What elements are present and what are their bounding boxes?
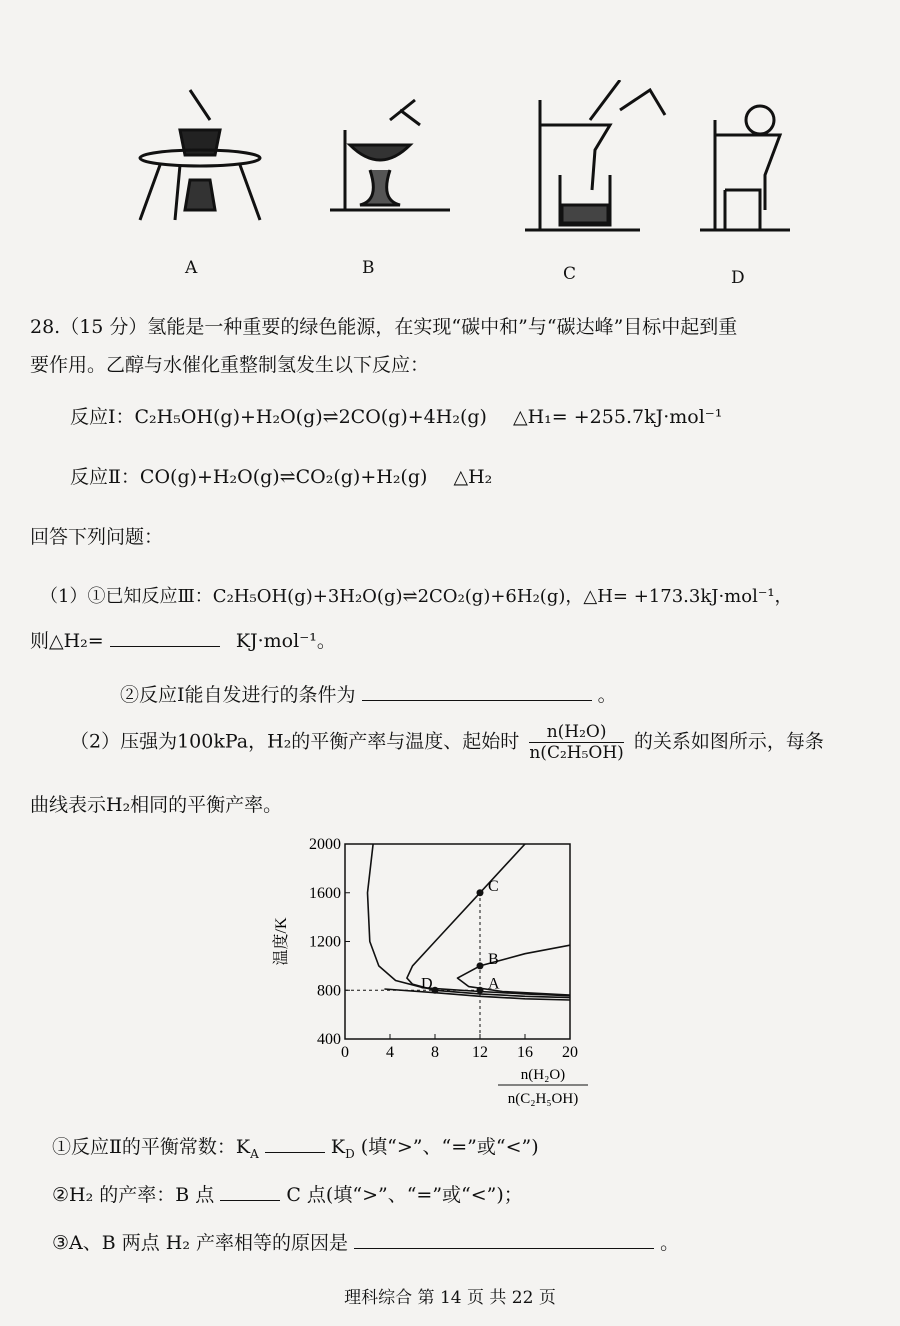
x-tick-label: 4 [386, 1044, 394, 1061]
sub1-hint: (填“>”、“=”或“<”) [360, 1136, 539, 1158]
h2-yield-chart [270, 832, 630, 1112]
apparatus-illustrations [120, 80, 800, 250]
x-tick-label: 12 [472, 1044, 488, 1061]
answer-blank-reason[interactable] [354, 1230, 654, 1249]
reaction-2-enthalpy: △H₂ [453, 466, 493, 488]
y-axis-label: 温度/K [273, 917, 290, 966]
point-label-b: B [488, 950, 499, 968]
x-tick-label: 8 [431, 1044, 439, 1061]
x-axis-label-denominator: n(C₂H₅OH) [507, 1091, 579, 1107]
sub-question-2 [52, 1180, 523, 1207]
question-2-text-end: 的关系如图所示，每条 [633, 730, 824, 753]
sub3-end: 。 [660, 1232, 680, 1254]
y-tick-label: 400 [317, 1031, 341, 1048]
question-2-text: （2）压强为100kPa，H₂的平衡产率与温度、起始时 [70, 730, 520, 753]
reaction-1-equation: 反应Ⅰ：C₂H₅OH(g)+H₂O(g)⇌2CO(g)+4H₂(g) [70, 406, 487, 428]
apparatus-label-d: D [731, 268, 745, 288]
sub-question-1 [52, 1132, 539, 1161]
sub-question-3 [52, 1228, 679, 1255]
y-tick-label: 800 [317, 982, 341, 1000]
series-line-2 [458, 945, 571, 995]
reaction-1-enthalpy: △H₁= +255.7kJ·mol⁻¹ [513, 406, 723, 428]
apparatus-b-icon [330, 100, 450, 210]
prompt-text: 回答下列问题： [30, 526, 164, 548]
reaction-1 [70, 402, 722, 429]
y-tick-label: 1600 [309, 884, 341, 902]
page-footer: 理科综合 第 14 页 共 22 页 [344, 1288, 556, 1308]
answer-blank-dh2[interactable] [110, 628, 220, 647]
answer-blank-yield[interactable] [220, 1182, 280, 1201]
question-1b-label: ②反应Ⅰ能自发进行的条件为 [120, 684, 356, 706]
sub1-text: ①反应Ⅱ的平衡常数：K [52, 1136, 251, 1158]
x-tick-label: 0 [341, 1044, 349, 1061]
x-tick-label: 20 [562, 1044, 578, 1061]
question-header-cont: 要作用。乙醇与水催化重整制氢发生以下反应： [30, 354, 430, 376]
question-1a: （1）①已知反应Ⅲ：C₂H₅OH(g)+3H₂O(g)⇌2CO₂(g)+6H₂(g)，△H= +173.3kJ·mol⁻¹， [40, 586, 793, 607]
question-1b-end: 。 [597, 684, 617, 706]
sub2-text: ②H₂ 的产率：B 点 [52, 1184, 215, 1206]
plot-frame [345, 844, 570, 1039]
x-axis-label-numerator: n(H₂O) [520, 1067, 566, 1083]
sub1-subscript-a: A [250, 1146, 259, 1161]
apparatus-label-c: C [563, 264, 577, 284]
sub1-k: K [330, 1136, 346, 1158]
question-1a-cont [30, 626, 336, 653]
point-label-d: D [421, 975, 433, 993]
point-a [477, 987, 484, 994]
apparatus-c-icon [525, 80, 665, 230]
sub2-hint: C 点(填“>”、“=”或“<”)； [286, 1184, 523, 1206]
question-header: 28.（15 分）氢能是一种重要的绿色能源，在实现“碳中和”与“碳达峰”目标中起到重 [30, 316, 738, 338]
question-1a-unit: KJ·mol⁻¹。 [235, 630, 336, 652]
question-2-cont: 曲线表示H₂相同的平衡产率。 [30, 794, 283, 816]
series-line-1 [368, 844, 571, 996]
point-c [477, 889, 484, 896]
apparatus-label-a: A [185, 258, 198, 278]
fraction-denominator: n(C₂H₅OH) [529, 743, 624, 763]
apparatus-label-b: B [362, 258, 375, 278]
question-1a-label: 则△H₂= [30, 630, 104, 652]
point-label-a: A [488, 975, 500, 993]
apparatus-a-icon [140, 90, 260, 220]
sub3-text: ③A、B 两点 H₂ 产率相等的原因是 [52, 1232, 349, 1254]
answer-blank-spontaneous[interactable] [362, 682, 592, 701]
question-1b [120, 680, 617, 707]
apparatus-d-icon [700, 106, 790, 230]
x-tick-label: 16 [517, 1044, 533, 1061]
point-label-c: C [488, 877, 499, 895]
reaction-2 [70, 462, 492, 489]
sub1-subscript-d: D [345, 1146, 355, 1161]
question-2-fraction [529, 722, 623, 763]
question-2 [70, 722, 824, 763]
point-b [477, 962, 484, 969]
answer-blank-k[interactable] [265, 1134, 325, 1153]
y-tick-label: 1200 [309, 933, 341, 951]
reaction-2-equation: 反应Ⅱ：CO(g)+H₂O(g)⇌CO₂(g)+H₂(g) [70, 466, 428, 488]
fraction-numerator: n(H₂O) [529, 722, 623, 743]
y-tick-label: 2000 [309, 836, 341, 853]
